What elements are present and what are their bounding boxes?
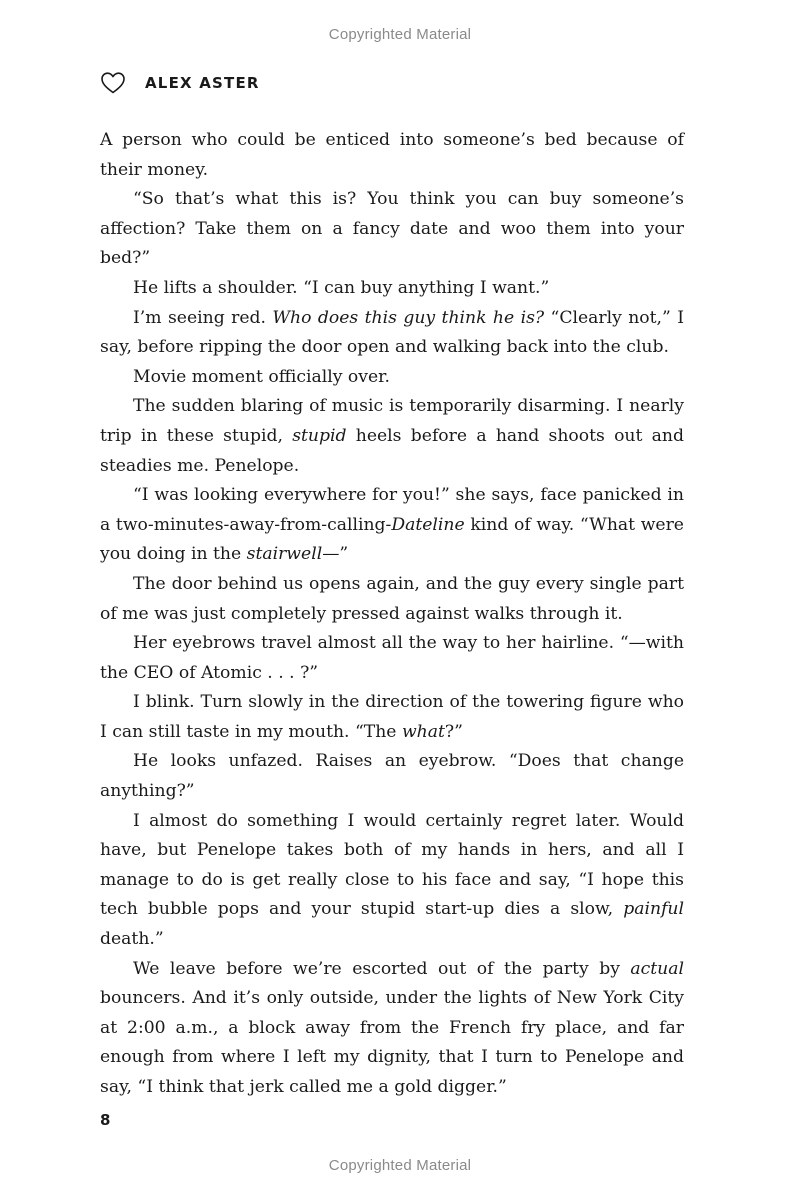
- text-run: A person who could be enticed into someone’s bed because of their money.: [100, 130, 684, 180]
- paragraph: [100, 955, 684, 1103]
- text-run: The door behind us opens again, and the guy every single part of me was just completely pressed against walks through it.: [100, 573, 684, 624]
- paragraph: [100, 274, 684, 304]
- heart-outline-icon: [100, 71, 126, 95]
- copyright-watermark-bottom: Copyrighted Material: [328, 1157, 472, 1174]
- text-run: I almost do something I would certainly regret later. Would have, but Penelope takes both of my hands in hers, and all I manage to do is get really close to his face and say, “I hope this tech bubble pops and your stupid start-up dies a slow,: [100, 810, 684, 920]
- paragraph: [100, 629, 684, 688]
- text-run: heels before a hand shoots out and steadies me. Penelope.: [100, 425, 684, 476]
- paragraph: [100, 688, 684, 747]
- text-run: Movie moment officially over.: [133, 366, 390, 387]
- paragraph: [100, 807, 684, 955]
- text-run: “I was looking everywhere for you!” she says, face panicked in a two-minutes-away-from-calling-: [100, 485, 684, 535]
- text-run: “Clearly not,” I say, before ripping the door open and walking back into the club.: [100, 307, 685, 358]
- text-run: He lifts a shoulder. “I can buy anything I want.”: [133, 277, 550, 298]
- author-name: ALEX ASTER: [145, 74, 260, 92]
- text-run: death.”: [100, 929, 164, 950]
- paragraph: [100, 126, 684, 185]
- text-run: ?”: [444, 721, 463, 742]
- copyright-watermark-top: Copyrighted Material: [328, 26, 472, 43]
- page-number: 8: [100, 1111, 111, 1129]
- italic-text: stupid: [292, 425, 347, 446]
- text-run: —”: [322, 544, 349, 565]
- italic-text: actual: [630, 958, 684, 979]
- italic-text: stairwell: [246, 544, 323, 565]
- text-run: Her eyebrows travel almost all the way to her hairline. “—with the CEO of Atomic . . . ?”: [100, 633, 684, 683]
- text-run: I blink. Turn slowly in the direction of the towering figure who I can still taste in my mouth. “The: [100, 692, 684, 742]
- paragraph: [100, 570, 684, 629]
- paragraph: [100, 747, 684, 806]
- text-run: The sudden blaring of music is temporarily disarming. I nearly trip in these stupid,: [100, 396, 684, 446]
- italic-text: what: [401, 721, 445, 742]
- text-run: kind of way. “What were you doing in the: [100, 514, 684, 565]
- text-run: He looks unfazed. Raises an eyebrow. “Does that change anything?”: [100, 751, 684, 802]
- text-run: “So that’s what this is? You think you can buy someone’s affection? Take them on a fancy date and woo them into your bed?”: [100, 189, 684, 269]
- italic-text: Dateline: [391, 514, 465, 535]
- text-run: I’m seeing red.: [133, 307, 273, 328]
- paragraph: [100, 392, 684, 481]
- paragraph: [100, 304, 684, 363]
- italic-text: painful: [623, 899, 684, 920]
- body-text: [100, 126, 684, 1103]
- text-run: We leave before we’re escorted out of the party by: [133, 958, 631, 979]
- italic-text: Who does this guy think he is?: [272, 307, 545, 328]
- text-run: bouncers. And it’s only outside, under the lights of New York City at 2:00 a.m., a block away from the French fry place, and far enough from where I left my dignity, that I turn to Penelope and say, “I think that jerk called me a gold digger.”: [100, 988, 684, 1097]
- paragraph: [100, 481, 684, 570]
- paragraph: [100, 185, 684, 274]
- paragraph: [100, 363, 684, 393]
- running-head: [100, 70, 260, 96]
